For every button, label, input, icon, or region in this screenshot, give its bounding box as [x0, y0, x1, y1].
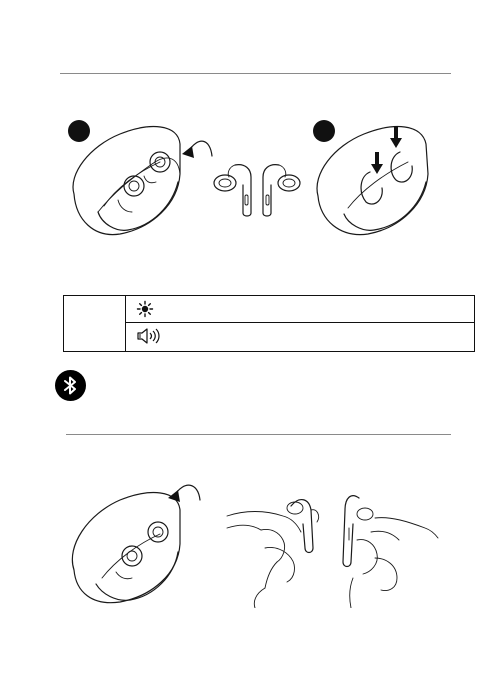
- step2-case-illustration: [308, 116, 448, 246]
- table-row-light: [126, 296, 474, 323]
- table-row-sound: [126, 323, 474, 351]
- speaker-sound-icon: [136, 327, 162, 345]
- step-2-circle: [313, 120, 335, 142]
- section-divider-bottom: [66, 434, 451, 435]
- bluetooth-icon: [55, 370, 86, 401]
- earbuds-pair-illustration: [205, 155, 315, 235]
- open-case-illustration: [60, 480, 210, 610]
- step-1-circle: [68, 120, 90, 142]
- hands-holding-earbuds-illustration: [225, 488, 440, 608]
- table-label-column: [64, 296, 126, 351]
- indicator-table: [63, 295, 475, 352]
- section-divider-top: [60, 73, 451, 74]
- sun-icon: [136, 300, 154, 318]
